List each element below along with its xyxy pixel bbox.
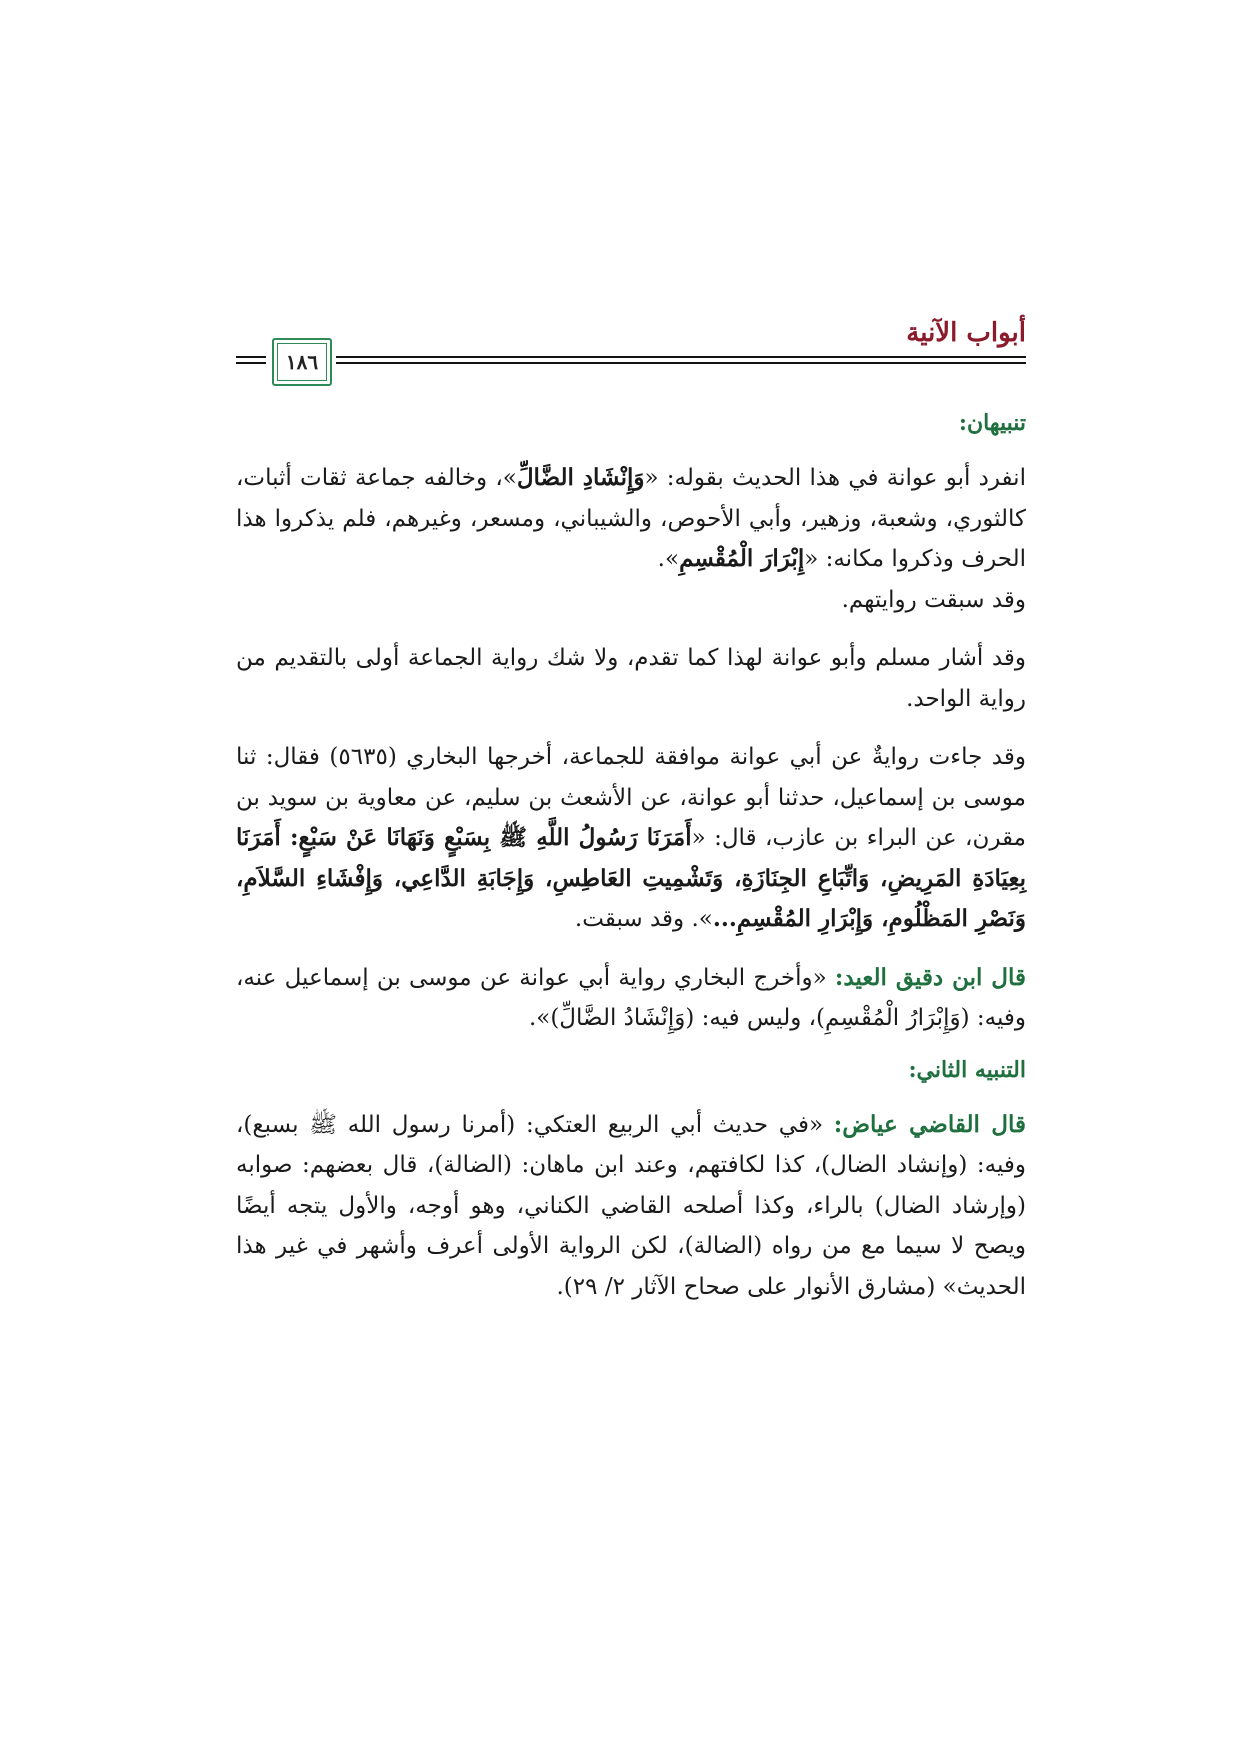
text-run: «وأخرج البخاري رواية أبي عوانة عن موسى بن إسماعيل عنه، وفيه: (وَإِبْرَارُ الْمُقْسِمِ)، وليس فيه: (وَإِنْشَادُ الضَّالِّ)».	[236, 964, 1026, 1031]
header-rule-bottom	[336, 362, 1026, 364]
text-run: »، وخالفه جماعة ثقات أثبات، كالثوري، وشعبة، وزهير، وأبي الأحوص، والشيباني، ومسعر، وغيرهم، فلم يذكروا هذا الحرف وذكروا مكانه: «	[236, 465, 1026, 572]
header-rule-top	[336, 356, 1026, 358]
hadith-quote: وَإِنْشَادِ الضَّالِّ	[516, 464, 645, 491]
page-body	[236, 410, 1026, 1325]
paragraph-qadi-iyad	[236, 1105, 1026, 1308]
speaker-label: قال القاضي عياض:	[833, 1110, 1026, 1138]
header-rule-left-top	[236, 356, 266, 358]
paragraph-abu-awana	[236, 458, 1026, 580]
text-run: انفرد أبو عوانة في هذا الحديث بقوله: «	[644, 465, 1026, 491]
paragraph-narration-preceded: وقد سبقت روايتهم.	[841, 586, 1026, 613]
paragraph-ibn-daqiq	[236, 958, 1026, 1039]
speaker-label: قال ابن دقيق العيد:	[834, 963, 1026, 991]
text-run: «في حديث أبي الربيع العتكي: (أمرنا رسول الله ﷺ بسبع)، وفيه: (وإنشاد الضال)، كذا لكافتهم، وعند ابن ماهان: (الضالة)، قال بعضهم: صوابه (وإرشاد الضال) بالراء، وكذا أصلحه القاضي الكناني، وهو أوجه، والأول يتجه أيضًا ويصح لا سيما مع من رواه (الضالة)، لكن الرواية الأولى أعرف وأشهر في غير هذا الحديث» (مشارق الأنوار على صحاح الآثار ٢/ ٢٩).	[236, 1111, 1026, 1300]
chapter-title: أبواب الآنية	[906, 318, 1026, 348]
text-run: وقد جاءت روايةٌ عن أبي عوانة موافقة للجماعة، أخرجها البخاري (٥٦٣٥) فقال: ثنا موسى بن إسماعيل، حدثنا أبو عوانة، عن الأشعث بن سليم، عن معاوية بن سويد بن مقرن، عن البراء بن عازب، قال: «	[236, 744, 1026, 851]
page-header	[236, 318, 1026, 388]
text-run: ».	[657, 546, 680, 572]
page-number-badge	[272, 338, 332, 386]
header-rule-left-bottom	[236, 362, 266, 364]
paragraph-muslim-note: وقد أشار مسلم وأبو عوانة لهذا كما تقدم، ولا شك رواية الجماعة أولى بالتقديم من رواية الواحد.	[236, 645, 1026, 712]
paragraph-bukhari-narration	[236, 737, 1026, 940]
text-run: ». وقد سبقت.	[574, 906, 713, 932]
hadith-quote: أَمَرَنَا رَسُولُ اللَّهِ ﷺ بِسَبْعٍ وَنَهَانَا عَنْ سَبْعٍ: أَمَرَنَا بِعِيَادَةِ المَرِيضِ، وَاتِّبَاعِ الجِنَازَةِ، وَتَشْمِيتِ العَاطِسِ، وَإِجَابَةِ الدَّاعِي، وَإِفْشَاءِ السَّلاَمِ، وَنَصْرِ المَظْلُومِ، وَإِبْرَارِ المُقْسِمِ...	[236, 824, 1026, 932]
section-heading-two-notes: تنبيهان:	[958, 410, 1026, 436]
hadith-quote: إِبْرَارَ الْمُقْسِمِ	[679, 545, 805, 572]
page-number: ١٨٦	[285, 350, 319, 374]
section-heading-second-note: التنبيه الثاني:	[908, 1056, 1026, 1083]
